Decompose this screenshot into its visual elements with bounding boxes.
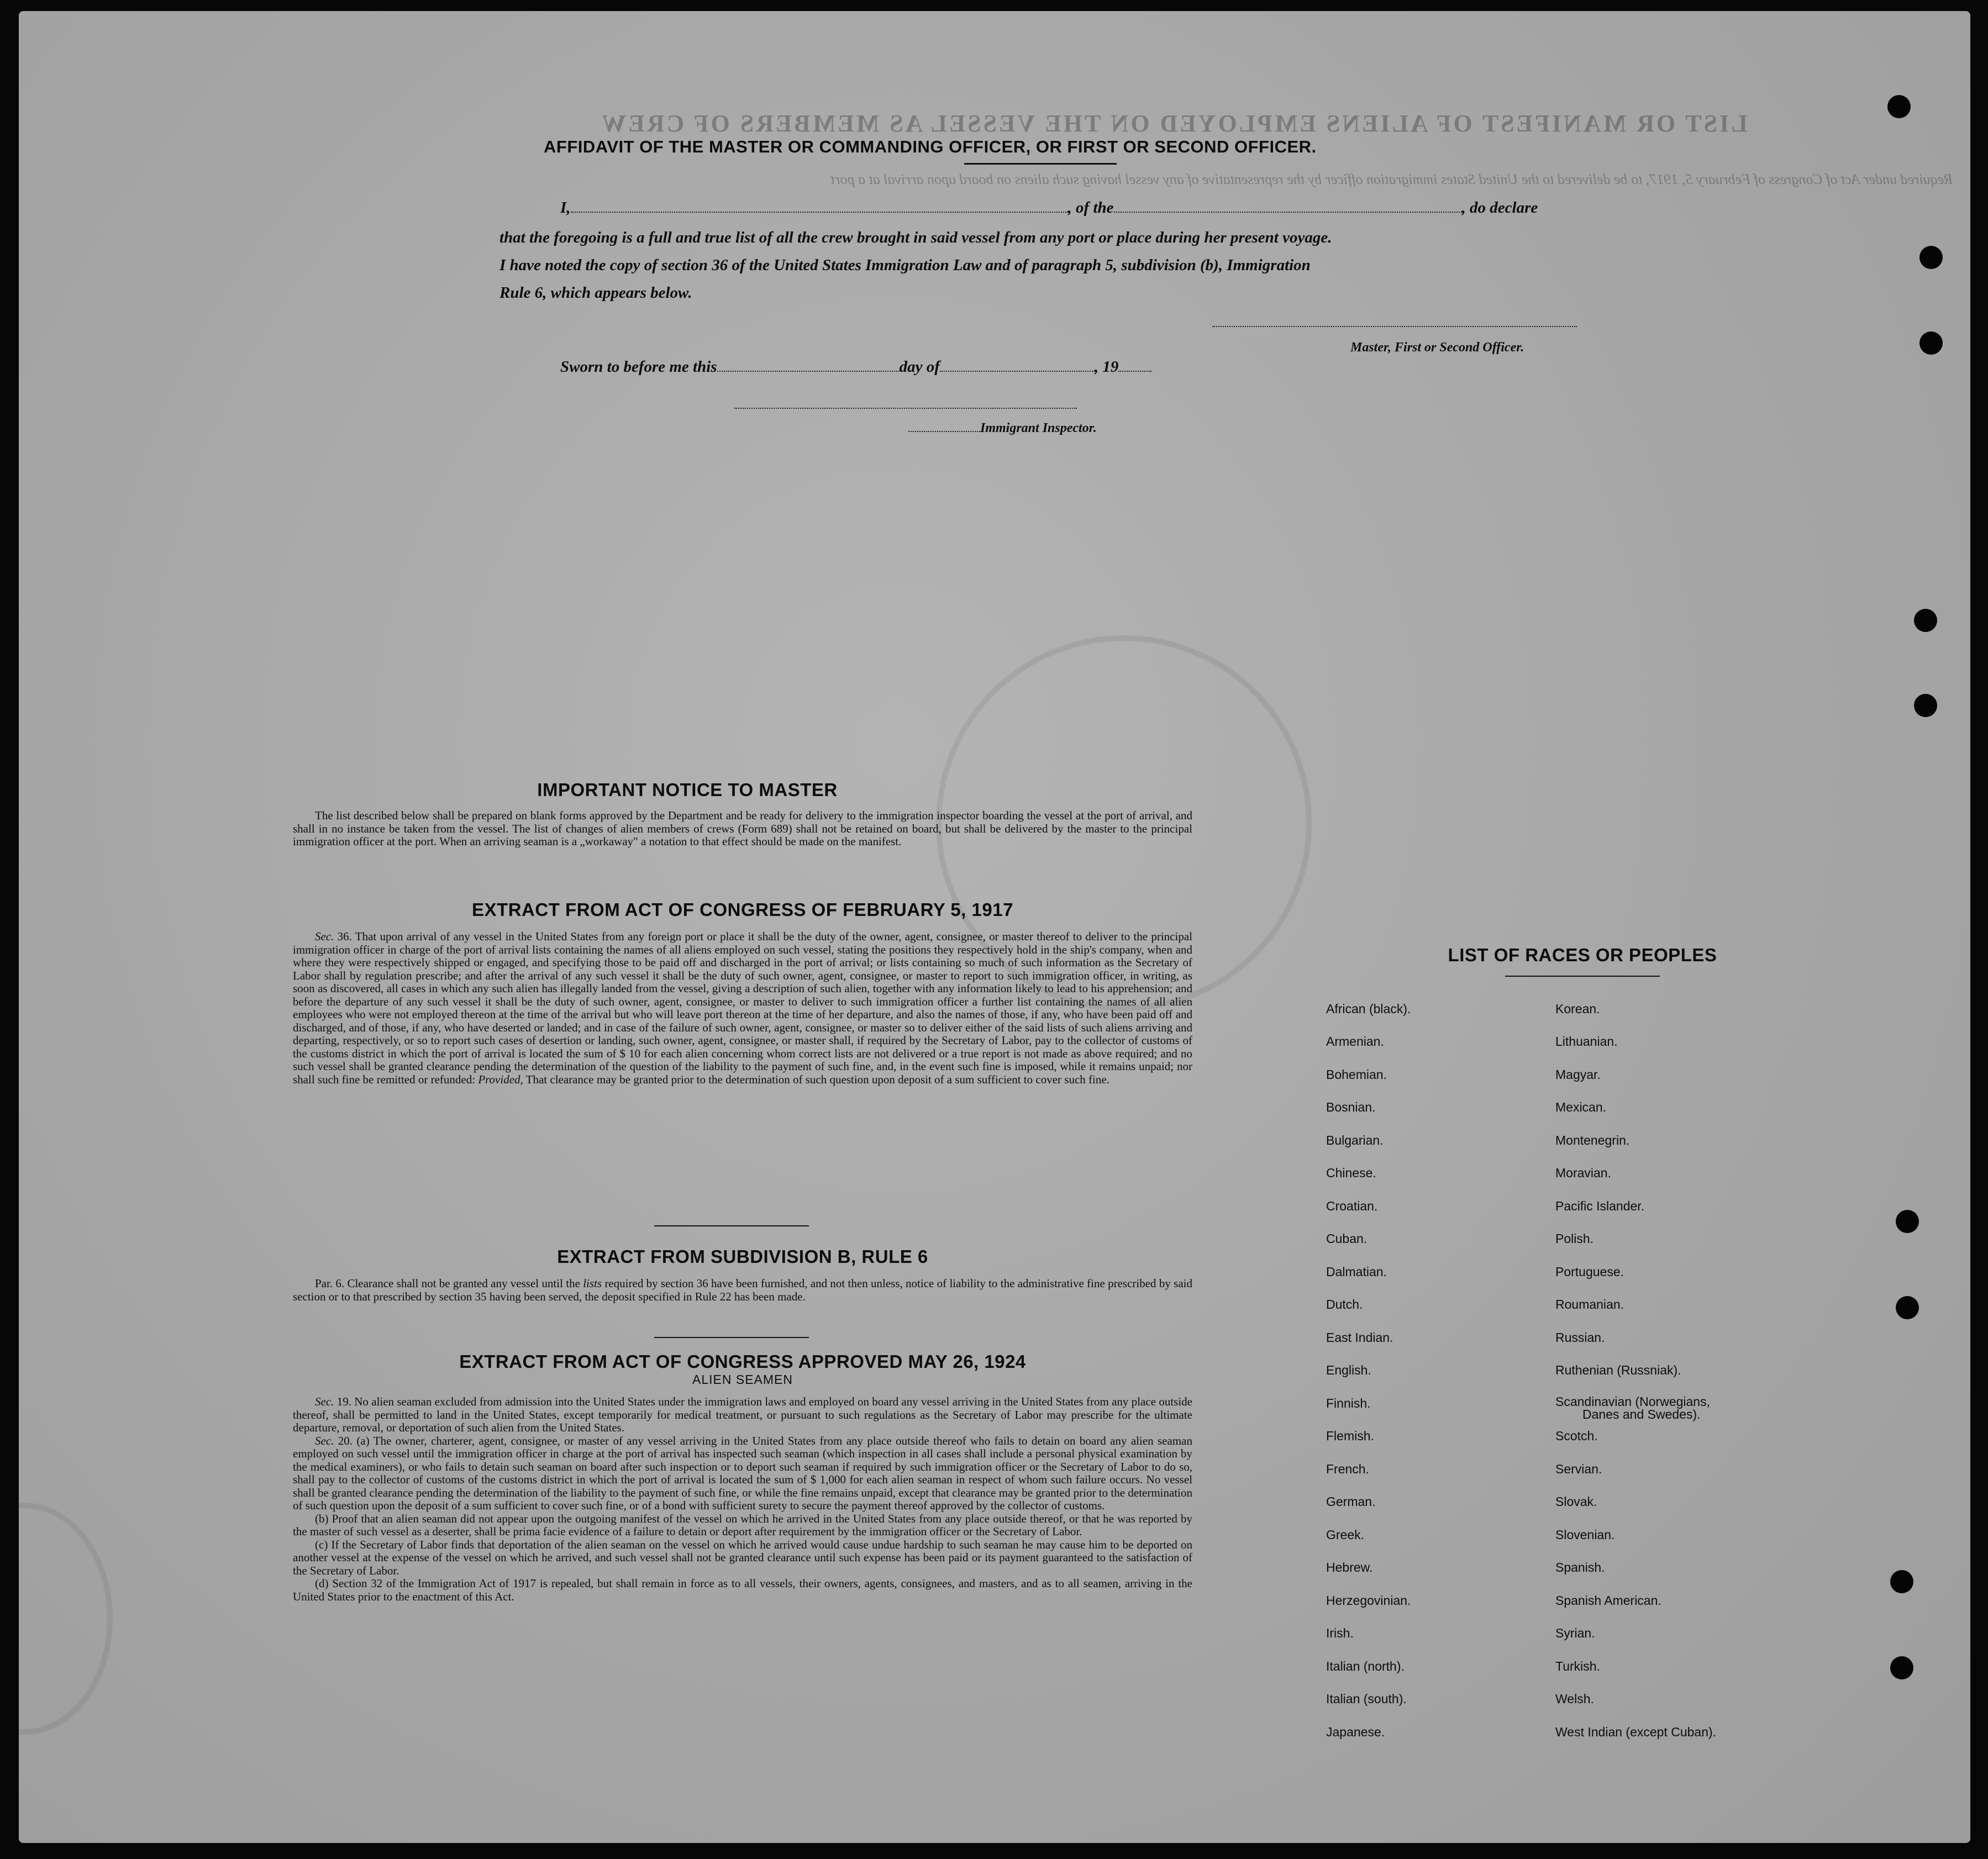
section-divider-2	[654, 1337, 809, 1338]
inspector-signature-line[interactable]	[734, 408, 1077, 409]
act-1917-text: Sec. 36. That upon arrival of any vessel in the United States from any foreign port or place it shall be the duty of the owner, agent, consignee, or master thereof to deliver to the principal immigration officer in charge of the port of arrival lists containing the names of all aliens employed on such vessel, stating the positions they respectively hold in the ship's company, when and where they were respectively shipped or engaged, and specifying those to be paid off and discharged in the port of arrival; or lists containing so much of such information as the Secretary of Labor shall by regulation prescribe; and after the arrival of any such vessel it shall be the duty of such owner, agent, consignee, or master to report to such immigration officer, in writing, as soon as discovered, all cases in which any such alien has illegally landed from the vessel, giving a description of such alien, together with any information likely to lead to his apprehension; and before the departure of any such vessel it shall be the duty of such owner, agent, consignee, or master to deliver to such immigration officer a further list containing the names of all alien employees who were not employed thereon at the time of the arrival but who will leave port thereon at the time of her departure, and also the names of those, if any, who have been paid off and discharged, and of those, if any, who have deserted or landed; and in case of the failure of such owner, agent, consignee, or master so to deliver either of the said lists of such aliens arriving and departing, respectively, or so to report such cases of desertion or landing, such owner, agent, consignee, or master shall, if required by the Secretary of Labor, pay to the collector of customs of the customs district in which the port of arrival is located the sum of $ 10 for each alien concerning whom correct lists are not delivered or a true report is not made as above required; and no such vessel shall be granted clearance pending the determination of the question of the liability to the payment of such fine, and, in the event such fine is imposed, while it remains unpaid; nor shall such fine be remitted or refunded: Provided, That clearance may be granted prior to the determination of such question upon deposit of a sum sufficient to cover such fine.	[293, 930, 1192, 1086]
nationality-field[interactable]	[1114, 212, 1462, 213]
race-item: Lithuanian.	[1555, 1034, 1618, 1049]
race-item: East Indian.	[1326, 1330, 1393, 1345]
race-item: Hebrew.	[1326, 1560, 1373, 1574]
race-item: West Indian (except Cuban).	[1555, 1725, 1717, 1739]
race-item: Herzegovinian.	[1326, 1593, 1411, 1608]
race-item: German.	[1326, 1494, 1376, 1509]
race-item: Turkish.	[1555, 1659, 1600, 1673]
race-item: Montenegrin.	[1555, 1133, 1630, 1147]
act-1917-heading: EXTRACT FROM ACT OF CONGRESS OF FEBRUARY 5, 1917	[472, 899, 1013, 920]
race-item: Ruthenian (Russniak).	[1555, 1363, 1681, 1377]
manifest-sheet	[19, 11, 1970, 1843]
punch-hole	[1896, 1210, 1919, 1233]
race-item: Spanish.	[1555, 1560, 1605, 1574]
master-signature-line[interactable]	[1212, 326, 1577, 327]
punch-hole	[1919, 246, 1943, 269]
race-item: Scotch.	[1555, 1429, 1598, 1443]
races-heading: LIST OF RACES OR PEOPLES	[1448, 945, 1717, 965]
race-item: Irish.	[1326, 1626, 1354, 1640]
section-divider-1	[654, 1225, 809, 1226]
sworn-line: Sworn to before me this day of , 19	[560, 358, 1151, 376]
declaration-text-4: Rule 6, which appears below.	[499, 284, 692, 302]
race-item: Slovenian.	[1555, 1528, 1615, 1542]
punch-hole	[1890, 1570, 1913, 1593]
race-item: Italian (south).	[1326, 1692, 1407, 1706]
master-signature-label: Master, First or Second Officer.	[1350, 340, 1524, 355]
race-item: Mexican.	[1555, 1100, 1607, 1114]
race-item: Pacific Islander.	[1555, 1199, 1645, 1213]
punch-hole	[1914, 609, 1937, 632]
race-item: Bulgarian.	[1326, 1133, 1384, 1147]
alien-seamen-subheading: ALIEN SEAMEN	[692, 1372, 793, 1387]
affidavit-title-rule	[964, 163, 1117, 165]
rule6-text: Par. 6. Clearance shall not be granted any vessel until the lists required by section 36 have been furnished, and not then unless, notice of liability to the administrative fine prescribed by said section or to that prescribed by section 35 having been served, the deposit specified in Rule 22 has been made.	[293, 1277, 1192, 1303]
name-field[interactable]	[571, 212, 1068, 213]
race-item: Servian.	[1555, 1462, 1602, 1476]
race-item: English.	[1326, 1363, 1371, 1377]
race-item: French.	[1326, 1462, 1369, 1476]
race-item: Armenian.	[1326, 1034, 1384, 1049]
race-item: Bosnian.	[1326, 1100, 1376, 1114]
race-item: Syrian.	[1555, 1626, 1595, 1640]
sworn-month-field[interactable]	[940, 371, 1095, 372]
race-item: Spanish American.	[1555, 1593, 1661, 1608]
punch-hole	[1896, 1296, 1919, 1319]
race-item: Portuguese.	[1555, 1265, 1624, 1279]
rule6-heading: EXTRACT FROM SUBDIVISION B, RULE 6	[557, 1246, 928, 1267]
race-item: Magyar.	[1555, 1067, 1601, 1082]
race-item: Korean.	[1555, 1002, 1600, 1016]
race-item: Dalmatian.	[1326, 1265, 1387, 1279]
act-1924-heading: EXTRACT FROM ACT OF CONGRESS APPROVED MAY 26, 1924	[459, 1351, 1026, 1372]
race-item: Russian.	[1555, 1330, 1605, 1345]
declaration-text-3: I have noted the copy of section 36 of the United States Immigration Law and of paragraph 5, subdivision (b), Immigration	[499, 256, 1311, 274]
race-item: Slovak.	[1555, 1494, 1597, 1509]
sworn-year-field[interactable]	[1118, 371, 1151, 372]
punch-hole	[1887, 95, 1911, 118]
bleed-through-stamp	[19, 1503, 113, 1735]
race-item: Bohemian.	[1326, 1067, 1387, 1082]
race-item: Welsh.	[1555, 1692, 1594, 1706]
race-item: Roumanian.	[1555, 1297, 1624, 1312]
race-item: Italian (north).	[1326, 1659, 1405, 1673]
race-item: Flemish.	[1326, 1429, 1374, 1443]
race-item: Polish.	[1555, 1231, 1594, 1246]
declaration-text-2: that the foregoing is a full and true list of all the crew brought in said vessel from any port or place during her present voyage.	[499, 229, 1332, 246]
race-item: Danes and Swedes).	[1582, 1407, 1701, 1421]
race-item: Greek.	[1326, 1528, 1365, 1542]
race-item: Finnish.	[1326, 1396, 1371, 1410]
races-heading-rule	[1505, 976, 1660, 977]
race-item: Dutch.	[1326, 1297, 1363, 1312]
declaration-line: I, , of the , do declare	[560, 199, 1538, 217]
race-item: Moravian.	[1555, 1166, 1611, 1180]
inspector-name-field[interactable]	[908, 431, 980, 432]
race-item: Scandinavian (Norwegians,	[1555, 1394, 1710, 1409]
race-item: African (black).	[1326, 1002, 1411, 1016]
notice-text: The list described below shall be prepared on blank forms approved by the Department and be ready for delivery to the immigration inspector boarding the vessel at the port of arrival, and shall in no instance be taken from the vessel. The list of changes of alien members of crews (Form 689) shall not be retained on board, but shall be delivered by the master to the principal immigration officer at the port. When an arriving seaman is a „workaway" a notation to that effect should be made on the manifest.	[293, 809, 1192, 848]
sworn-day-field[interactable]	[717, 371, 900, 372]
bleed-through-title: LIST OR MANIFEST OF ALIENS EMPLOYED ON THE VESSEL AS MEMBERS OF CREW	[599, 110, 1748, 137]
punch-hole	[1919, 331, 1943, 355]
affidavit-title: AFFIDAVIT OF THE MASTER OR COMMANDING OFFICER, OR FIRST OR SECOND OFFICER.	[544, 137, 1317, 156]
punch-hole	[1914, 694, 1937, 717]
inspector-line: Immigrant Inspector.	[908, 421, 1097, 436]
act-1924-text: Sec. 19. No alien seaman excluded from admission into the United States under the immigration laws and employed on board any vessel arriving in the United States from any place outside thereof, shall be permitted to land in the United States, except temporarily for medical treatment, or pursuant to such regulations as the Secretary of Labor may prescribe for the ultimate departure, removal, or deportation of such alien from the United States. Sec. 20. (a) The owner, charterer, agent, consignee, or master of any vessel arriving in the United States from any place outside thereof who fails to detain on board any alien seaman employed on such vessel until the immigration officer in charge at the port of arrival has inspected such seaman (which inspection in all cases shall include a personal physical examination by the medical examiners), or who fails to detain such seaman on board after such inspection or to deport such seaman if required by such immigration officer or the Secretary of Labor to do so, shall pay to the collector of customs of the customs district in which the port of arrival is located the sum of $ 1,000 for each alien seaman in respect of whom such failure occurs. No vessel shall be granted clearance pending the determination of the liability to the payment of such fine, or while the fine remains unpaid, except that clearance may be granted prior to the determination of such question upon the deposit of a sum sufficient to cover such fine, or of a bond with sufficient surety to secure the payment thereof approved by the collector of customs. (b) Proof that an alien seaman did not appear upon the outgoing manifest of the vessel on which he arrived in the United States from any place outside thereof, or that he was reported by the master of such vessel as a deserter, shall be prima facie evidence of a failure to detain or deport after requirement by the immigration officer or the Secretary of Labor. (c) If the Secretary of Labor finds that deportation of the alien seaman on the vessel on which he arrived would cause undue hardship to such seaman he may cause him to be deported on another vessel at the expense of the vessel on which he arrived, and such vessel shall not be granted clearance until such expense has been paid or its payment guaranteed to the satisfaction of the Secretary of Labor. (d) Section 32 of the Immigration Act of 1917 is repealed, but shall remain in force as to all vessels, their owners, agents, consignees, and masters, and as to all seamen, arriving in the United States prior to the enactment of this Act.	[293, 1395, 1192, 1603]
punch-hole	[1890, 1656, 1913, 1679]
race-item: Chinese.	[1326, 1166, 1376, 1180]
race-item: Cuban.	[1326, 1231, 1368, 1246]
bleed-through-subtitle: Required under Act of Congress of February 5, 1917, to be delivered to the United States immigration officer by the representative of any vessel having such aliens on board upon arrival at a port	[830, 171, 1953, 187]
notice-heading: IMPORTANT NOTICE TO MASTER	[537, 780, 838, 800]
race-item: Japanese.	[1326, 1725, 1385, 1739]
race-item: Croatian.	[1326, 1199, 1378, 1213]
